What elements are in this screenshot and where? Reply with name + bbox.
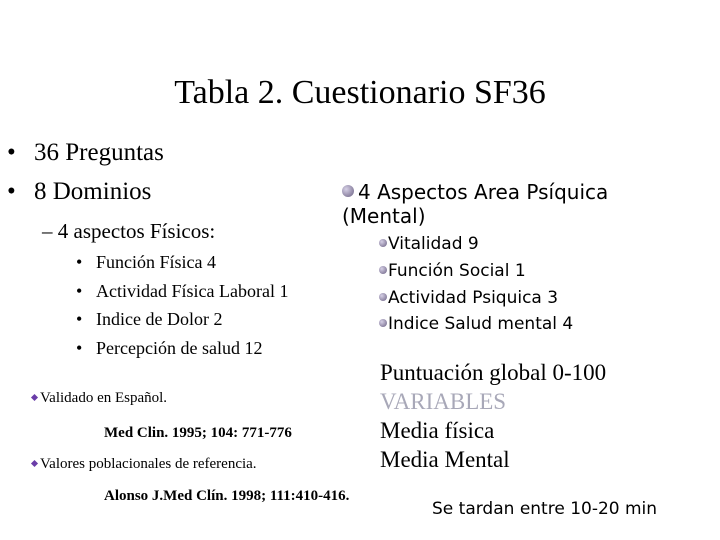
sub-heading: – 4 aspectos Físicos: <box>42 219 216 243</box>
sphere-bullet-icon <box>379 293 387 301</box>
bullet-dot-icon: • <box>76 338 83 358</box>
bullet-dot-icon: • <box>76 309 83 329</box>
media-fisica: Media física <box>380 418 495 443</box>
list-item: • Actividad Física Laboral 1 <box>76 281 289 301</box>
bullet-text: 36 Preguntas <box>34 139 164 166</box>
reference-citation: Alonso J.Med Clín. 1998; 111:410-416. <box>104 488 350 504</box>
list-item: • Indice de Dolor 2 <box>76 309 223 329</box>
reference-citation: Med Clin. 1995; 104: 771-776 <box>104 425 292 441</box>
sphere-bullet-icon <box>379 266 387 274</box>
duration-note: Se tardan entre 10-20 min <box>432 499 658 519</box>
list-item: • Función Física 4 <box>76 252 216 272</box>
diamond-bullet-icon <box>31 394 38 401</box>
sphere-bullet-icon <box>379 319 387 327</box>
population-note: Valores poblacionales de referencia. <box>32 456 257 473</box>
diamond-bullet-icon <box>31 460 38 467</box>
bullet-dot-icon: • <box>76 281 83 301</box>
bullet-dot-icon: • <box>76 252 83 272</box>
list-item: Indice Salud mental 4 <box>388 314 573 334</box>
list-item: Función Social 1 <box>388 261 526 281</box>
sphere-bullet-icon <box>379 239 387 247</box>
page-title: Tabla 2. Cuestionario SF36 <box>174 74 546 111</box>
dash-icon: – <box>42 219 58 243</box>
list-item: Actividad Psiquica 3 <box>388 288 558 308</box>
mental-heading: 4 Aspectos Area Psíquica (Mental) <box>342 180 609 228</box>
sphere-bullet-icon <box>342 185 354 197</box>
bullet-dot-icon: • <box>7 178 16 205</box>
global-score: Puntuación global 0-100 <box>380 360 607 385</box>
bullet-text: 8 Dominios <box>34 178 152 205</box>
list-item: • Percepción de salud 12 <box>76 338 263 358</box>
bullet-item <box>7 139 164 167</box>
bullet-item <box>7 178 152 206</box>
variables-label: VARIABLES <box>380 389 507 414</box>
validated-note: Validado en Español. <box>32 390 167 407</box>
bullet-dot-icon: • <box>7 139 16 166</box>
media-mental: Media Mental <box>380 447 510 472</box>
list-item: Vitalidad 9 <box>388 234 479 254</box>
